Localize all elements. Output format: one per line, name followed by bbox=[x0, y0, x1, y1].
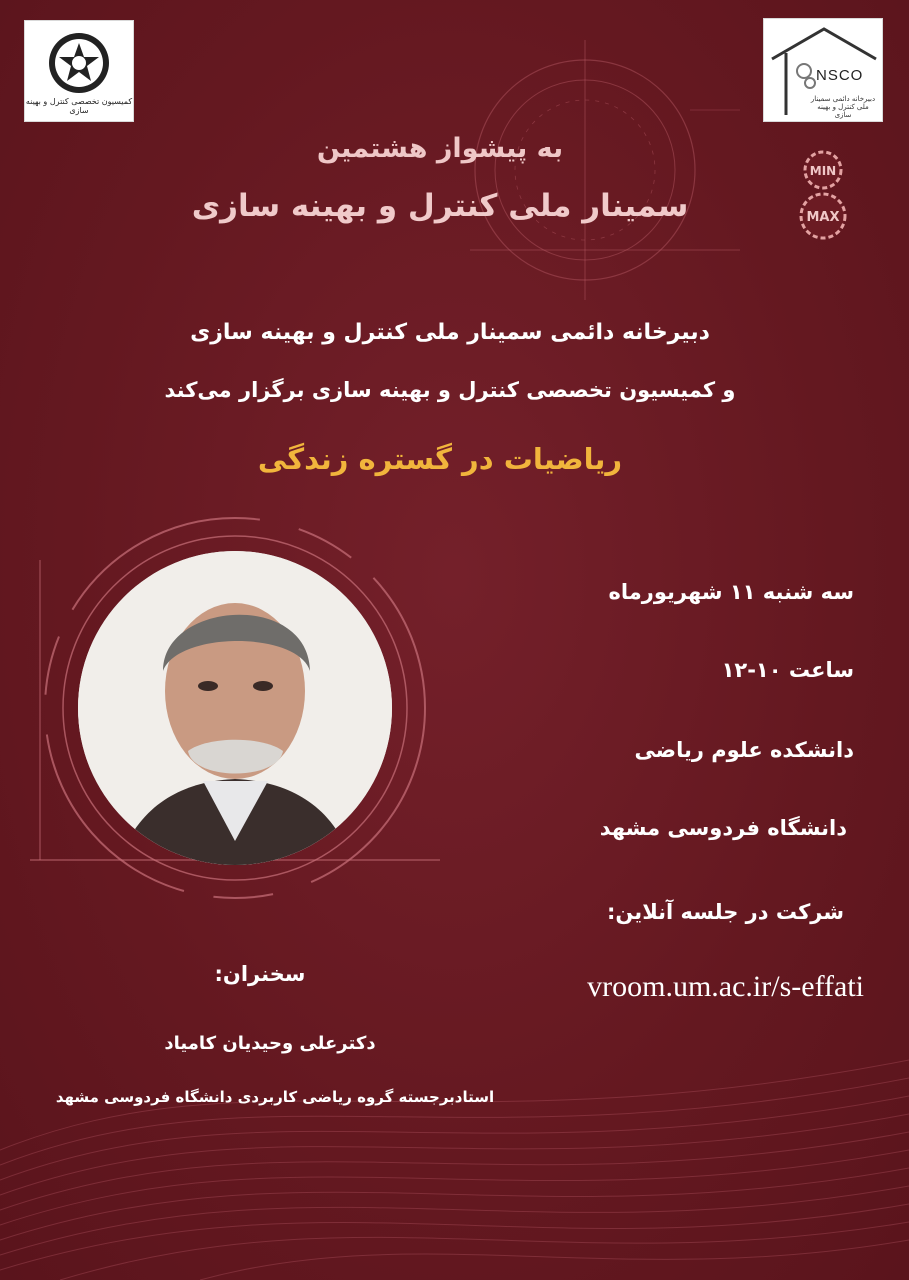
speaker-photo bbox=[78, 551, 392, 865]
organizer-line-2: و کمیسیون تخصصی کنترل و بهینه سازی برگزار می‌کند bbox=[164, 378, 736, 402]
speaker-title: استادبرجسته گروه ریاضی کاربردی دانشگاه فردوسی مشهد bbox=[55, 1088, 495, 1106]
max-label: MAX bbox=[806, 210, 840, 225]
organizer-line-1: دبیرخانه دائمی سمینار ملی کنترل و بهینه سازی bbox=[190, 320, 710, 345]
title-line-2: سمینار ملی کنترل و بهینه سازی bbox=[191, 188, 689, 224]
event-university: دانشگاه فردوسی مشهد bbox=[599, 816, 847, 840]
online-session-label: شرکت در جلسه آنلاین: bbox=[607, 900, 844, 924]
event-date: سه شنبه ۱۱ شهریورماه bbox=[608, 580, 854, 604]
speaker-name: دکترعلی وحیدیان کامیاد bbox=[164, 1033, 376, 1054]
nsco-name: NSCO bbox=[816, 67, 864, 84]
speaker-label: سخنران: bbox=[214, 962, 306, 986]
commission-logo-caption: کمیسیون تخصصی کنترل و بهینه سازی bbox=[25, 97, 133, 115]
commission-logo bbox=[24, 20, 134, 122]
event-faculty: دانشکده علوم ریاضی bbox=[634, 738, 854, 762]
min-label: MIN bbox=[809, 164, 837, 178]
nsco-caption: دبیرخانه دائمی سمینار ملی کنترل و بهینه سازی bbox=[810, 95, 876, 119]
speaker-portrait-icon bbox=[78, 551, 392, 865]
online-session-link[interactable]: vroom.um.ac.ir/s-effati bbox=[587, 970, 864, 1003]
min-max-emblem bbox=[795, 148, 855, 248]
nsco-logo bbox=[763, 18, 883, 122]
event-time: ساعت ۱۰-۱۲ bbox=[721, 658, 854, 682]
title-line-1: به پیشواز هشتمین bbox=[316, 133, 564, 164]
seminar-topic: ریاضیات در گستره زندگی bbox=[257, 442, 623, 476]
